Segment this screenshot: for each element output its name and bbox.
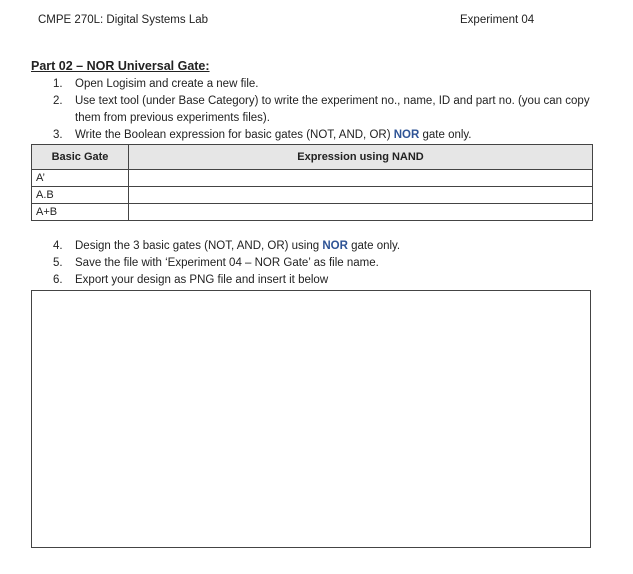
step-number: 5.	[53, 257, 63, 269]
step-text-pre: Design the 3 basic gates (NOT, AND, OR) using	[75, 240, 323, 252]
step-text-pre: Write the Boolean expression for basic gates (NOT, AND, OR)	[75, 129, 394, 141]
expression-cell[interactable]	[129, 187, 593, 204]
step-item	[31, 76, 596, 93]
step-text-post: gate only.	[419, 129, 472, 141]
step-number: 4.	[53, 240, 63, 252]
step-number: 1.	[53, 78, 63, 90]
gate-cell: A+B	[32, 204, 129, 221]
step-text-post: gate only.	[347, 240, 401, 252]
gate-cell: A’	[32, 170, 129, 187]
design-image-box[interactable]	[31, 290, 591, 548]
table-row	[32, 204, 593, 221]
table-row	[32, 187, 593, 204]
step-item	[31, 93, 596, 127]
step-number: 2.	[53, 95, 63, 107]
nor-keyword: NOR	[322, 240, 348, 252]
nor-keyword: NOR	[393, 129, 420, 141]
step-text: Export your design as PNG file and insert it below	[75, 274, 329, 286]
expression-cell[interactable]	[129, 204, 593, 221]
step-item	[31, 255, 596, 272]
step-number: 6.	[53, 274, 63, 286]
step-text: Use text tool (under Base Category) to write the experiment no., name, ID and part no. (you can copy them from previous experiments files).	[75, 95, 590, 124]
step-item	[31, 127, 596, 144]
column-header-expression: Expression using NAND	[129, 145, 593, 170]
steps-list-a	[31, 76, 596, 144]
part-title: Part 02 – NOR Universal Gate:	[31, 59, 210, 73]
header-course: CMPE 270L: Digital Systems Lab	[38, 14, 209, 26]
gate-cell: A.B	[32, 187, 129, 204]
step-item	[31, 238, 596, 255]
step-item	[31, 272, 596, 289]
steps-list-b	[31, 238, 596, 289]
column-header-basic-gate: Basic Gate	[32, 145, 129, 170]
step-text: Open Logisim and create a new file.	[75, 78, 259, 90]
expression-table	[31, 144, 593, 221]
step-text: Save the file with ‘Experiment 04 – NOR Gate’ as file name.	[75, 257, 379, 269]
table-header-row	[32, 145, 593, 170]
table-row	[32, 170, 593, 187]
header-experiment: Experiment 04	[460, 14, 535, 26]
expression-cell[interactable]	[129, 170, 593, 187]
step-number: 3.	[53, 129, 63, 141]
